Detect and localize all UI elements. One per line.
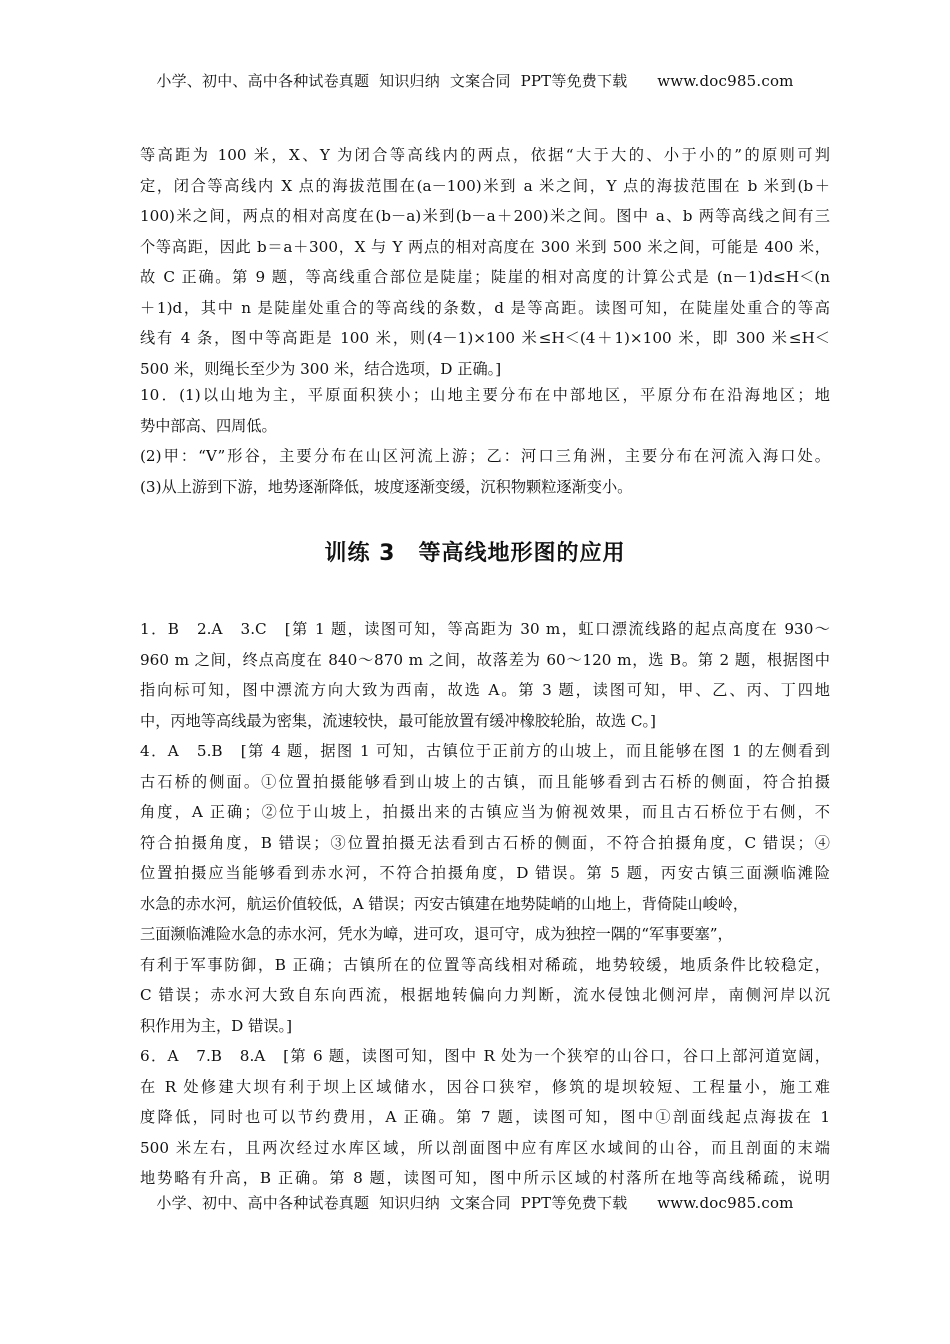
section-title: 训练 3 等高线地形图的应用 — [324, 541, 626, 566]
text-line: 4．A 5.B [第 4 题，据图 1 可知，古镇位于正前方的山坡上，而且能够在图 1 的左侧看到 — [140, 742, 830, 760]
text-line: 故 C 正确。第 9 题，等高线重合部位是陡崖；陡崖的相对高度的计算公式是 (n－1)d≤H＜(n — [140, 268, 830, 286]
text-line: C 错误；赤水河大致自东向西流，根据地转偏向力判断，流水侵蚀北侧河岸，南侧河岸以沉 — [140, 986, 830, 1004]
question-10-answers — [140, 380, 830, 502]
text-line: 500 米左右，且两次经过水库区域，所以剖面图中应有库区水域间的山谷，而且剖面的末端 — [140, 1138, 830, 1157]
previous-answers — [140, 140, 830, 384]
text-line: 500 米，则绳长至少为 300 米，结合选项，D 正确。] — [140, 359, 502, 378]
text-line: 1．B 2.A 3.C [第 1 题，读图可知，等高距为 30 m，虹口漂流线路的起点高度在 930～ — [140, 620, 830, 638]
text-line: (3)从上游到下游，地势逐渐降低，坡度逐渐变缓，沉积物颗粒逐渐变小。 — [140, 477, 633, 496]
text-line: 10．(1)以山地为主，平原面积狭小；山地主要分布在中部地区，平原分布在沿海地区；地 — [140, 386, 830, 404]
text-line: 指向标可知，图中漂流方向大致为西南，故选 A。第 3 题，读图可知，甲、乙、丙、丁四地 — [140, 681, 830, 699]
text-line: 积作用为主，D 错误。] — [140, 1016, 293, 1035]
text-line: 三面濒临滩险水急的赤水河，凭水为嶂，进可攻，退可守，成为独控一隅的“军事要塞”， — [140, 925, 733, 943]
text-line: 古石桥的侧面。①位置拍摄能够看到山坡上的古镇，而且能够看到古石桥的侧面，符合拍摄 — [140, 772, 830, 791]
text-line: 有利于军事防御，B 正确；古镇所在的位置等高线相对稀疏，地势较缓，地质条件比较稳定， — [140, 955, 830, 974]
text-line: 100)米之间，两点的相对高度在(b－a)米到(b－a＋200)米之间。图中 a、b 两等高线之间有三 — [140, 207, 830, 225]
text-line: 势中部高、四周低。 — [140, 416, 277, 435]
page-footer: 小学、初中、高中各种试卷真题 知识归纳 文案合同 PPT等免费下载 www.doc985.com — [156, 1194, 794, 1212]
text-line: 在 R 处修建大坝有利于坝上区域储水，因谷口狭窄，修筑的堤坝较短、工程量小，施工难 — [140, 1077, 830, 1096]
text-line: 定，闭合等高线内 X 点的海拔范围在(a－100)米到 a 米之间，Y 点的海拔范围在 b 米到(b＋ — [140, 176, 830, 195]
text-line: 地势略有升高，B 正确。第 8 题，读图可知，图中所示区域的村落所在地等高线稀疏，说明 — [140, 1169, 830, 1187]
text-line: 等高距为 100 米，X、Y 为闭合等高线内的两点，依据“大于大的、小于小的”的原则可判 — [140, 146, 830, 164]
text-line: 度降低，同时也可以节约费用，A 正确。第 7 题，读图可知，图中①剖面线起点海拔在 1 — [140, 1108, 830, 1126]
text-line: 6．A 7.B 8.A [第 6 题，读图可知，图中 R 处为一个狭窄的山谷口，谷口上部河道宽阔， — [140, 1047, 830, 1065]
text-line: (2)甲：“V”形谷，主要分布在山区河流上游；乙：河口三角洲，主要分布在河流入海口处。 — [140, 447, 830, 465]
text-line: 位置拍摄应当能够看到赤水河，不符合拍摄角度，D 错误。第 5 题，丙安古镇三面濒临滩险 — [140, 864, 830, 882]
text-line: 线有 4 条，图中等高距是 100 米，则(4－1)×100 米≤H＜(4＋1)×100 米，即 300 米≤H＜ — [140, 329, 830, 347]
text-line: 960 m 之间，终点高度在 840～870 m 之间，故落差为 60～120 m，选 B。第 2 题，根据图中 — [140, 650, 830, 669]
text-line: ＋1)d，其中 n 是陡崖处重合的等高线的条数，d 是等高距。读图可知，在陡崖处重合的等高 — [140, 298, 830, 317]
page-header: 小学、初中、高中各种试卷真题 知识归纳 文案合同 PPT等免费下载 www.doc985.com — [156, 72, 794, 90]
text-line: 符合拍摄角度，B 错误；③位置拍摄无法看到古石桥的侧面，不符合拍摄角度，C 错误；④ — [140, 833, 830, 852]
text-line: 角度，A 正确；②位于山坡上，拍摄出来的古镇应当为俯视效果，而且古石桥位于右侧，不 — [140, 803, 830, 821]
text-line: 个等高距，因此 b＝a＋300，X 与 Y 两点的相对高度在 300 米到 500 米之间，可能是 400 米， — [140, 237, 830, 256]
text-line: 中，丙地等高线最为密集，流速较快，最可能放置有缓冲橡胶轮胎，故选 C。] — [140, 711, 656, 730]
training-3-answers — [140, 614, 830, 1194]
text-line: 水急的赤水河，航运价值较低，A 错误；丙安古镇建在地势陡峭的山地上，背倚陡山峻岭， — [140, 894, 749, 913]
